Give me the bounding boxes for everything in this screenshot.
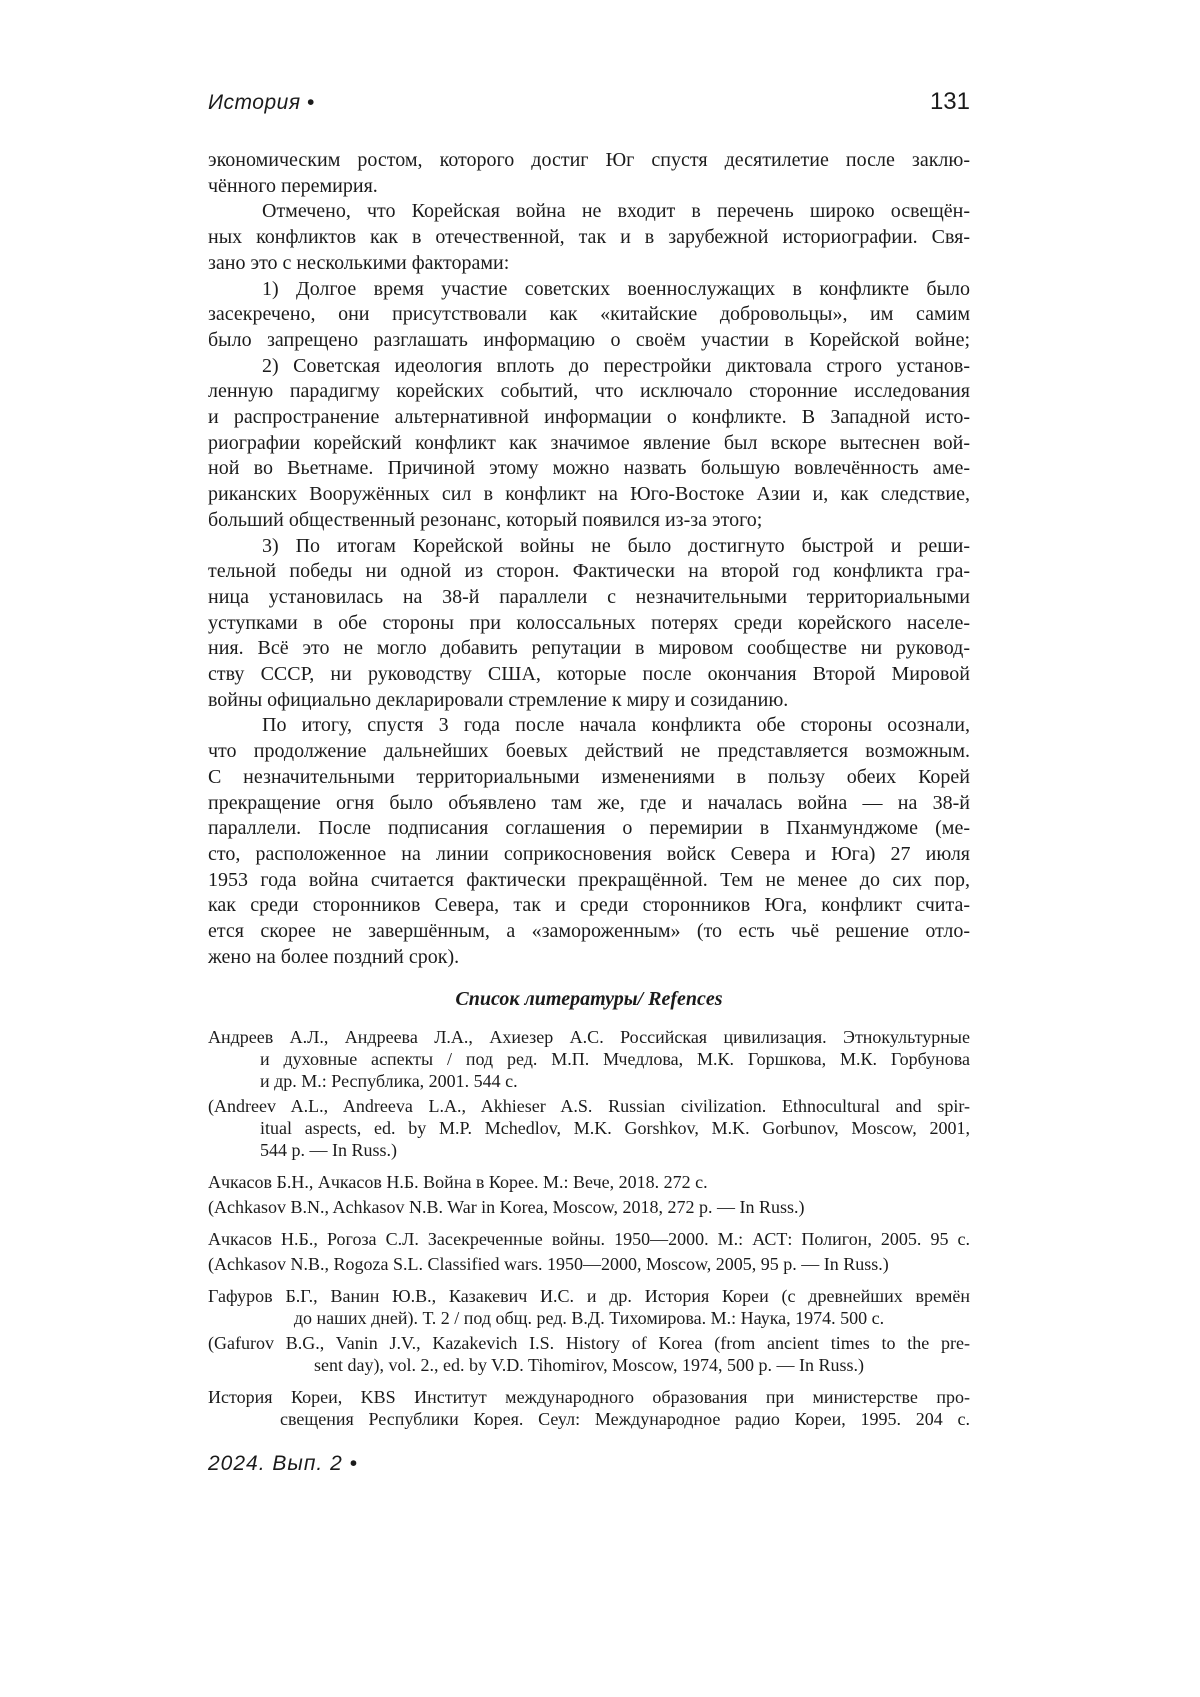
- text-line: прекращение огня было объявлено там же, где и началась война — на 38-й: [208, 791, 970, 814]
- text-line: было запрещено разглашать информацию о своём участии в Корейской войне;: [208, 328, 970, 351]
- paragraph-list-item-1: [208, 277, 970, 354]
- text-line: По итогу, спустя 3 года после начала конфликта обе стороны осознали,: [262, 714, 970, 737]
- reference-entry-translation: [208, 1253, 970, 1275]
- reference-line: sent day), vol. 2., ed. by V.D. Tihomirov, Moscow, 1974, 500 p. — In Russ.): [313, 1355, 865, 1376]
- issue-line: 2024. Вып. 2 •: [208, 1452, 358, 1475]
- text-line: 2) Советская идеология вплоть до перестройки диктовала строго установ-: [262, 354, 970, 377]
- reference-line: (Achkasov N.B., Rogoza S.L. Classified wars. 1950—2000, Moscow, 2005, 95 p. — In Russ.): [208, 1254, 889, 1275]
- article-body: [208, 148, 970, 1430]
- running-title: История •: [208, 91, 315, 114]
- paragraph: [208, 713, 970, 970]
- text-line: 1) Долгое время участие советских военнослужащих в конфликте было: [262, 277, 970, 300]
- reference-entry: [208, 1285, 970, 1329]
- text-line: жено на более поздний срок).: [208, 945, 460, 968]
- reference-line: свещения Республики Корея. Сеул: Международное радио Кореи, 1995. 204 с.: [280, 1409, 970, 1430]
- page-number: 131: [929, 88, 970, 115]
- text-line: ных конфликтов как в отечественной, так и в зарубежной историографии. Свя-: [208, 226, 970, 249]
- text-line: экономическим ростом, которого достиг Юг спустя десятилетие после заклю-: [208, 149, 970, 171]
- reference-line: Ачкасов Н.Б., Рогоза С.Л. Засекреченные войны. 1950—2000. М.: АСТ: Полигон, 2005. 95 с.: [208, 1229, 970, 1250]
- text-line: риканских Вооружённых сил в конфликт на Юго-Востоке Азии и, как следствие,: [208, 483, 970, 506]
- reference-line: Гафуров Б.Г., Ванин Ю.В., Казакевич И.С. и др. История Кореи (с древнейших времён: [208, 1286, 970, 1307]
- reference-line: и духовные аспекты / под ред. М.П. Мчедлова, М.К. Горшкова, М.К. Горбунова: [260, 1049, 970, 1070]
- reference-entry: [208, 1228, 970, 1250]
- text-line: ется скорее не завершённым, а «замороженным» (то есть чьё решение отло-: [208, 920, 970, 943]
- paragraph: [208, 148, 970, 199]
- text-line: параллели. После подписания соглашения о перемирии в Пханмунджоме (ме-: [208, 817, 970, 840]
- paragraph-list-item-2: [208, 354, 970, 534]
- text-line: тельной победы ни одной из сторон. Фактически на второй год конфликта гра-: [208, 560, 970, 583]
- text-line: риографии корейский конфликт как значимое явление был вскоре вытеснен вой-: [208, 431, 970, 454]
- text-line: что продолжение дальнейших боевых действий не представляется возможным.: [208, 740, 970, 763]
- paragraph: [208, 199, 970, 276]
- reference-line: Андреев А.Л., Андреева Л.А., Ахиезер А.С. Российская цивилизация. Этнокультурные: [208, 1027, 970, 1048]
- references-list: [208, 1026, 970, 1430]
- reference-line: Ачкасов Б.Н., Ачкасов Н.Б. Война в Корее. М.: Вече, 2018. 272 с.: [208, 1172, 708, 1193]
- text-line: 3) По итогам Корейской войны не было достигнуто быстрой и реши-: [262, 534, 970, 557]
- text-line: как среди сторонников Севера, так и среди сторонников Юга, конфликт счита-: [208, 894, 970, 917]
- text-line: чённого перемирия.: [208, 174, 378, 197]
- reference-entry-translation: [208, 1095, 970, 1161]
- text-line: и распространение альтернативной информации о конфликте. В Западной исто-: [208, 406, 970, 429]
- text-line: больший общественный резонанс, который появился из-за этого;: [208, 508, 763, 531]
- text-line: уступками в обе стороны при колоссальных потерях среди корейского населе-: [208, 611, 970, 634]
- reference-entry-translation: [208, 1196, 970, 1218]
- reference-entry: [208, 1171, 970, 1193]
- text-line: ния. Всё это не могло добавить репутации в мировом сообществе ни руковод-: [208, 637, 970, 660]
- text-line: ленную парадигму корейских событий, что исключало сторонние исследования: [208, 380, 970, 403]
- text-line: ству СССР, ни руководству США, которые после окончания Второй Мировой: [208, 663, 970, 686]
- reference-line: (Andreev A.L., Andreeva L.A., Akhieser A.S. Russian civilization. Ethnocultural and spir-: [208, 1096, 970, 1117]
- text-line: войны официально декларировали стремление к миру и созиданию.: [208, 688, 789, 711]
- reference-line: (Gafurov B.G., Vanin J.V., Kazakevich I.S. History of Korea (from ancient times to the pre-: [208, 1333, 970, 1354]
- reference-line: (Achkasov B.N., Achkasov N.B. War in Korea, Moscow, 2018, 272 p. — In Russ.): [208, 1197, 805, 1218]
- references-heading: Список литературы/ Refences: [455, 987, 723, 1010]
- text-line: зано это с несколькими факторами:: [208, 251, 510, 274]
- text-line: 1953 года война считается фактически прекращённой. Тем не менее до сих пор,: [208, 868, 970, 891]
- page-header: [208, 88, 970, 116]
- reference-line: 544 p. — In Russ.): [260, 1140, 398, 1161]
- page-footer: [208, 1452, 358, 1476]
- text-line: засекречено, они присутствовали как «китайские добровольцы», им самим: [208, 303, 970, 326]
- text-line: Отмечено, что Корейская война не входит в перечень широко освещён-: [262, 200, 970, 223]
- reference-entry-translation: [208, 1332, 970, 1376]
- reference-line: itual aspects, ed. by M.P. Mchedlov, M.K. Gorshkov, M.K. Gorbunov, Moscow, 2001,: [260, 1118, 970, 1139]
- reference-line: История Кореи, KBS Институт международного образования при министерстве про-: [208, 1387, 970, 1408]
- reference-entry: [208, 1386, 970, 1430]
- reference-line: до наших дней). Т. 2 / под общ. ред. В.Д. Тихомирова. М.: Наука, 1974. 500 с.: [293, 1308, 885, 1329]
- reference-entry: [208, 1026, 970, 1092]
- reference-line: и др. М.: Республика, 2001. 544 с.: [260, 1071, 518, 1092]
- text-line: ной во Вьетнаме. Причиной этому можно назвать большую вовлечённость аме-: [208, 457, 970, 480]
- text-line: С незначительными территориальными изменениями в пользу обеих Корей: [208, 765, 970, 788]
- text-line: ница установилась на 38-й параллели с незначительными территориальными: [208, 585, 970, 608]
- text-line: сто, расположенное на линии соприкосновения войск Севера и Юга) 27 июля: [208, 842, 970, 865]
- paragraph-list-item-3: [208, 534, 970, 714]
